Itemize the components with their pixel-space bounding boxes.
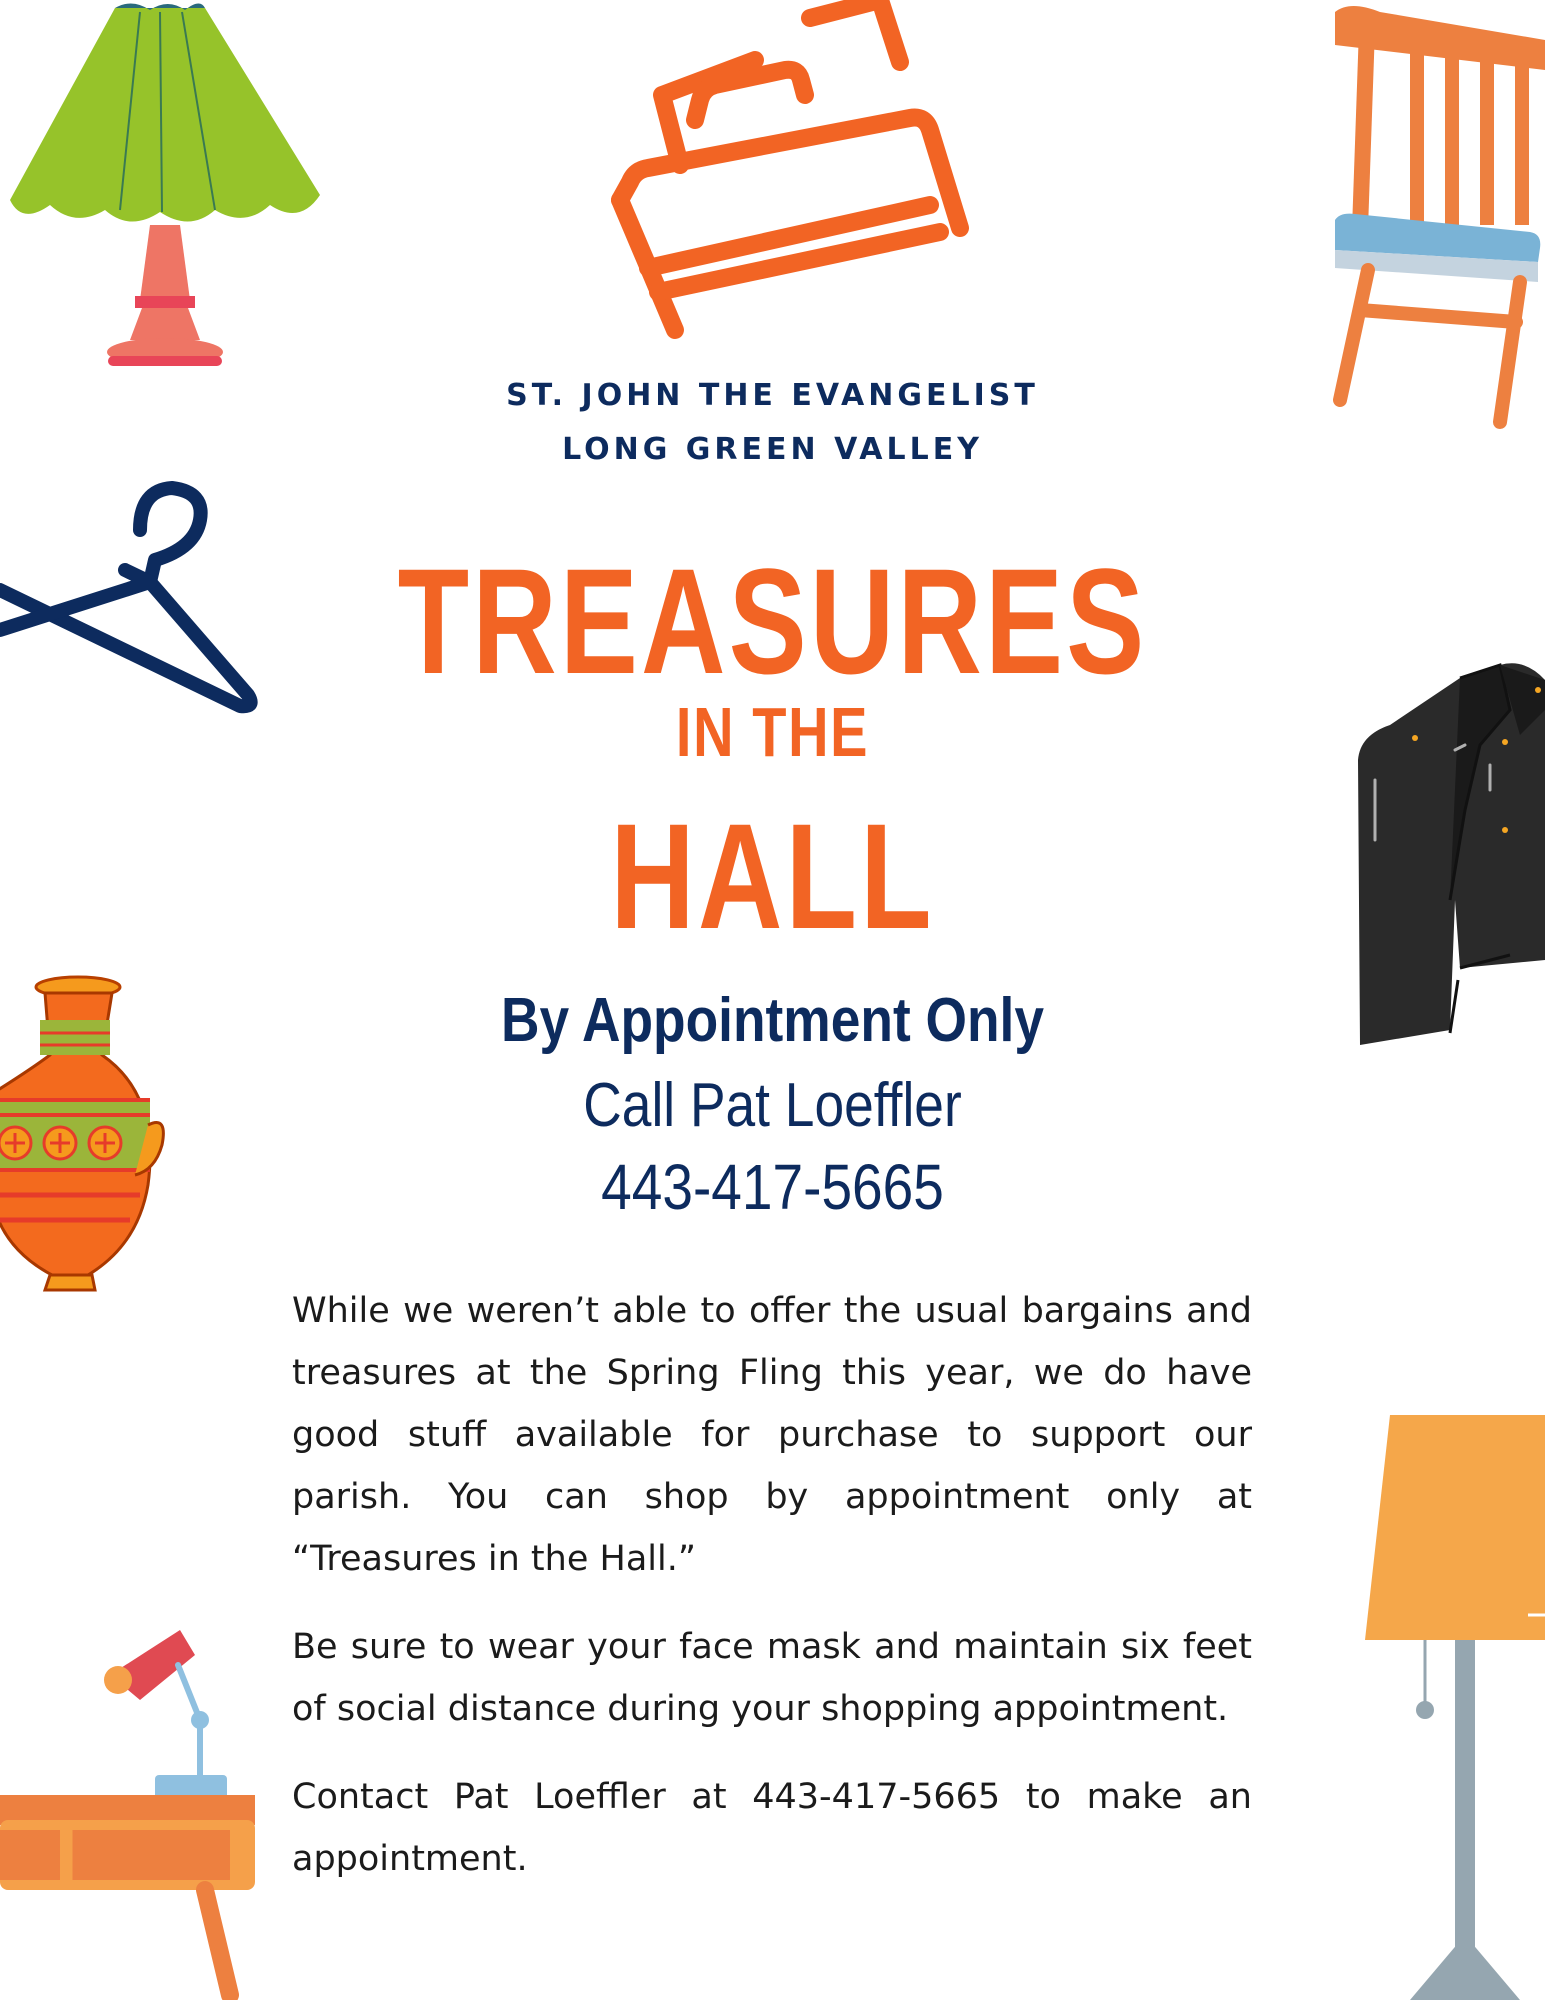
title-in-the: IN THE [675, 693, 870, 771]
paragraph-contact: Contact Pat Loeffler at 443-417-5665 to make an appointment. [292, 1777, 1252, 1879]
contact-phone: 443-417-5665 [601, 1151, 944, 1223]
floor-lamp-icon [1350, 1415, 1545, 2000]
call-contact-name: Call Pat Loeffler [583, 1071, 962, 1140]
paragraph-intro: While we weren’t able to offer the usual bargains and treasures at the Spring Fling this year, we do have good stuff available for purchase to support our parish. You can shop by appointment only at “Treasures in the Hall.” [292, 1291, 1252, 1579]
parish-name: ST. JOHN THE EVANGELIST [506, 378, 1039, 413]
chair-icon [1320, 0, 1545, 440]
table-lamp-icon [0, 0, 330, 380]
title-treasures: TREASURES [397, 537, 1148, 705]
body-text [292, 1280, 1252, 1916]
bed-icon [600, 0, 980, 350]
appointment-heading: By Appointment Only [500, 986, 1045, 1055]
parish-location: LONG GREEN VALLEY [562, 432, 983, 467]
paragraph-safety: Be sure to wear your face mask and maintain six feet of social distance during your shopping appointment. [292, 1627, 1252, 1729]
desk-icon [0, 1620, 260, 2000]
title-hall: HALL [610, 792, 935, 960]
